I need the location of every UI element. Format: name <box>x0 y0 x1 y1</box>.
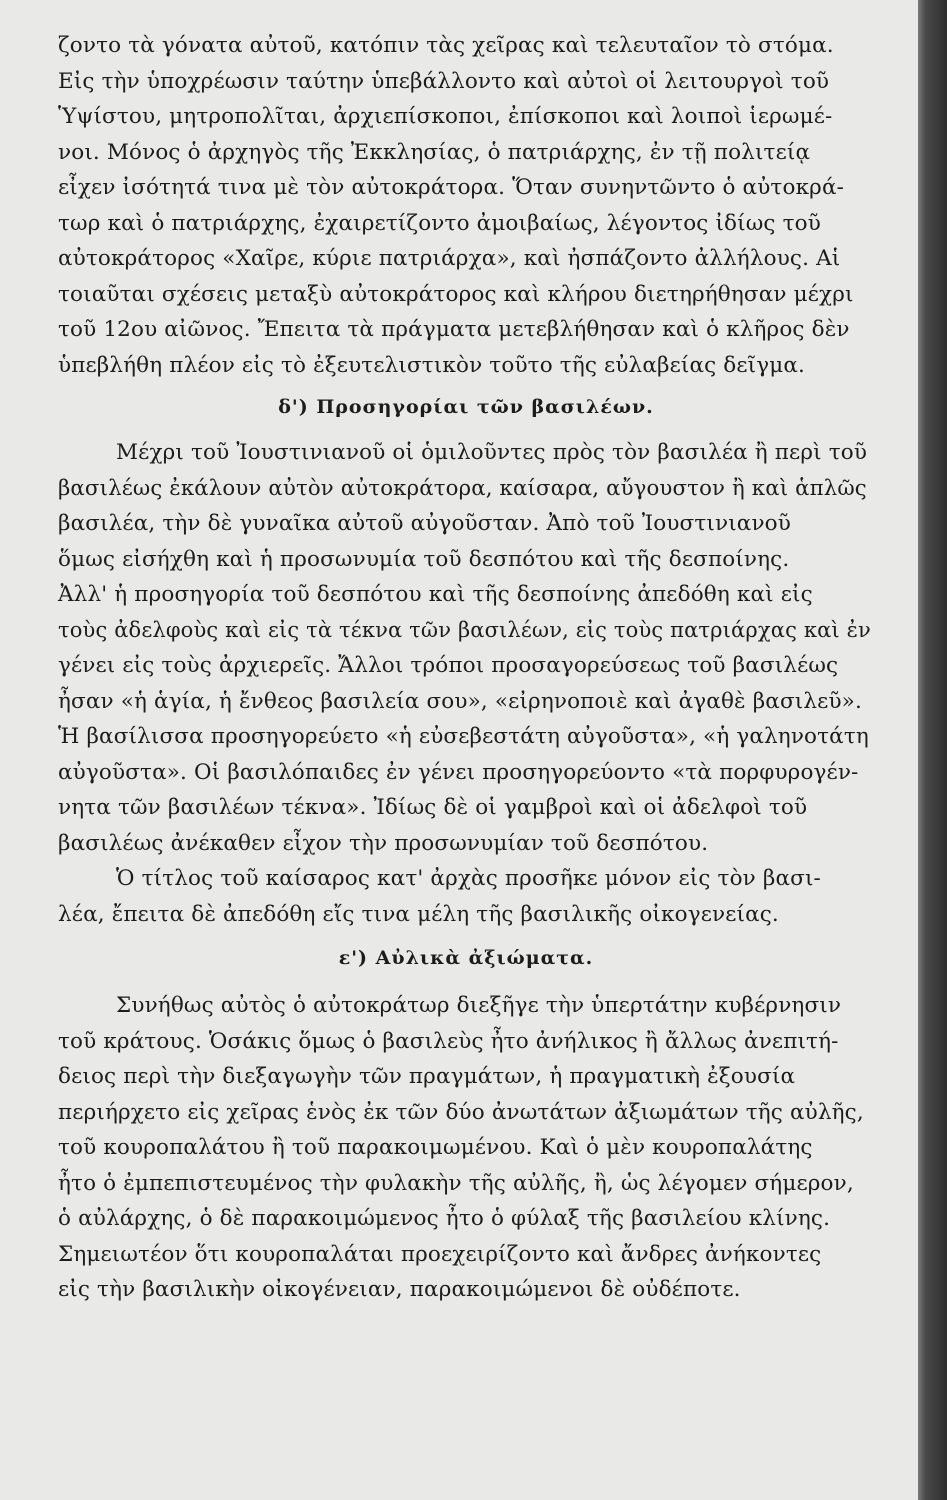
text-line: τοὺς ἀδελφοὺς καὶ εἰς τὰ τέκνα τῶν βασιλέων, εἰς τοὺς πατριάρχας καὶ ἐν <box>58 617 871 642</box>
text-line: Σημειωτέον ὅτι κουροπαλάται προεχειρίζοντο καὶ ἄνδρες ἀνήκοντες <box>58 1241 822 1267</box>
text-line: ὅμως εἰσήχθη καὶ ἡ προσωνυμία τοῦ δεσπότου καὶ τῆς δεσποίνης. <box>58 546 790 572</box>
text-line: Συνήθως αὐτὸς ὁ αὐτοκράτωρ διεξῆγε τὴν ὑπερτάτην κυβέρνησιν <box>116 993 842 1018</box>
text-line: γένει εἰς τοὺς ἀρχιερεῖς. Ἄλλοι τρόποι προσαγορεύσεως τοῦ βασιλέως <box>58 653 839 678</box>
text-line: Μέχρι τοῦ Ἰουστινιανοῦ οἱ ὁμιλοῦντες πρὸς τὸν βασιλέα ἢ περὶ τοῦ <box>116 440 868 465</box>
text-line: τωρ καὶ ὁ πατριάρχης, ἐχαιρετίζοντο ἀμοιβαίως, λέγοντος ἰδίως τοῦ <box>58 210 821 236</box>
text-line: νητα τῶν βασιλέων τέκνα». Ἰδίως δὲ οἱ γαμβροὶ καὶ οἱ ἀδελφοὶ τοῦ <box>58 795 808 820</box>
text-line: ὑπεβλήθη πλέον εἰς τὸ ἐξευτελιστικὸν τοῦτο τῆς εὐλαβείας δεῖγμα. <box>58 352 806 378</box>
text-line: δειος περὶ τὴν διεξαγωγὴν τῶν πραγμάτων, ἡ πραγματικὴ ἐξουσία <box>58 1064 796 1089</box>
text-line: βασιλέως ἀνέκαθεν εἶχον τὴν προσωνυμίαν τοῦ δεσπότου. <box>58 830 709 856</box>
text-line: αὐγοῦστα». Οἱ βασιλόπαιδες ἐν γένει προσηγορεύοντο «τὰ πορφυρογέν- <box>58 759 859 785</box>
text-line: περιήρχετο εἰς χεῖρας ἑνὸς ἐκ τῶν δύο ἀνωτάτων ἀξιωμάτων τῆς αὐλῆς, <box>58 1099 864 1125</box>
text-line: τοιαῦται σχέσεις μεταξὺ αὐτοκράτορος καὶ κλήρου διετηρήθησαν μέχρι <box>58 281 854 307</box>
text-line: Ὑψίστου, μητροπολῖται, ἀρχιεπίσκοποι, ἐπίσκοποι καὶ λοιποὶ ἱερωμέ- <box>58 104 833 129</box>
text-line: ἦτο ὁ ἐμπεπιστευμένος τὴν φυλακὴν τῆς αὐλῆς, ἢ, ὡς λέγομεν σήμερον, <box>58 1170 854 1196</box>
text-line: ὁ αὐλάρχης, ὁ δὲ παρακοιμώμενος ἦτο ὁ φύλαξ τῆς βασιλείου κλίνης. <box>58 1206 831 1231</box>
text-line: τοῦ κράτους. Ὁσάκις ὅμως ὁ βασιλεὺς ἦτο ἀνήλικος ἢ ἄλλως ἀνεπιτή- <box>58 1028 839 1054</box>
section-heading-court-offices: ε') Αὐλικὰ ἀξιώματα. <box>338 947 594 969</box>
text-line: Ἡ βασίλισσα προσηγορεύετο «ἡ εὐσεβεστάτη αὐγοῦστα», «ἡ γαληνοτάτη <box>58 724 869 749</box>
text-line: εἰς τὴν βασιλικὴν οἰκογένειαν, παρακοιμώμενοι δὲ οὐδέποτε. <box>58 1277 741 1302</box>
text-line: νοι. Μόνος ὁ ἀρχηγὸς τῆς Ἐκκλησίας, ὁ πατριάρχης, ἐν τῇ πολιτείᾳ <box>58 139 811 165</box>
text-line: ζοντο τὰ γόνατα αὐτοῦ, κατόπιν τὰς χεῖρας καὶ τελευταῖον τὸ στόμα. <box>58 33 834 58</box>
text-line: Ἀλλ' ἡ προσηγορία τοῦ δεσπότου καὶ τῆς δεσποίνης ἀπεδόθη καὶ εἰς <box>58 582 813 607</box>
text-line: λέα, ἔπειτα δὲ ἀπεδόθη εἴς τινα μέλη τῆς βασιλικῆς οἰκογενείας. <box>58 901 779 927</box>
text-line: βασιλέως ἐκάλουν αὐτὸν αὐτοκράτορα, καίσαρα, αὔγουστον ἢ καὶ ἁπλῶς <box>58 475 867 501</box>
text-line: ἦσαν «ἡ ἁγία, ἡ ἔνθεος βασιλεία σου», «εἰρηνοποιὲ καὶ ἀγαθὲ βασιλεῦ». <box>58 688 862 714</box>
text-line: τοῦ 12ου αἰῶνος. Ἔπειτα τὰ πράγματα μετεβλήθησαν καὶ ὁ κλῆρος δὲν <box>58 317 850 342</box>
section-heading-titles: δ') Προσηγορίαι τῶν βασιλέων. <box>278 396 654 418</box>
section-titles-body <box>58 435 874 932</box>
text-line: Εἰς τὴν ὑποχρέωσιν ταύτην ὑπεβάλλοντο καὶ αὐτοὶ οἱ λειτουργοὶ τοῦ <box>58 68 830 94</box>
section-court-offices-body <box>58 988 874 1308</box>
text-line: τοῦ κουροπαλάτου ἢ τοῦ παρακοιμωμένου. Καὶ ὁ μὲν κουροπαλάτης <box>58 1135 813 1160</box>
text-line: αὐτοκράτορος «Χαῖρε, κύριε πατριάρχα», καὶ ἠσπάζοντο ἀλλήλους. Αἱ <box>58 246 841 271</box>
paragraph-continuation <box>58 28 874 383</box>
text-line: εἶχεν ἰσότητά τινα μὲ τὸν αὐτοκράτορα. Ὅταν συνηντῶντο ὁ αὐτοκρά- <box>58 175 845 200</box>
text-line: βασιλέα, τὴν δὲ γυναῖκα αὐτοῦ αὐγοῦσταν. Ἀπὸ τοῦ Ἰουστινιανοῦ <box>58 511 791 536</box>
page-edge <box>918 0 947 1500</box>
text-line: Ὁ τίτλος τοῦ καίσαρος κατ' ἀρχὰς προσῆκε μόνον εἰς τὸν βασι- <box>116 866 821 891</box>
